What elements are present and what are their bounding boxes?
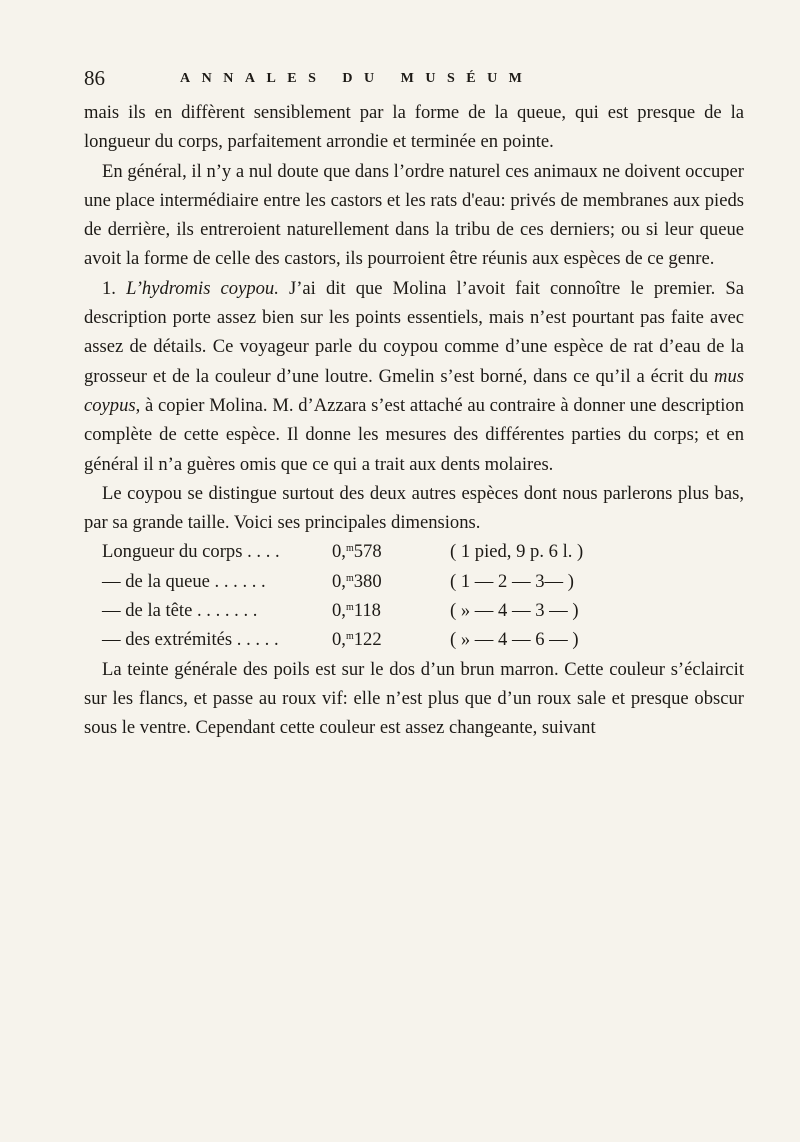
measurement-metric: 0,$^m$118 <box>332 600 381 622</box>
paragraph-4: Le coypou se distingue surtout des deux autres espèces dont nous parlerons plus bas, par sa grande taille. Voici ses principales dimensions. <box>84 482 744 534</box>
measurement-label: — des extrémités . . . . . <box>102 629 279 651</box>
paragraph-1: mais ils en diffèrent sensiblement par la forme de la queue, qui est presque de la longueur du corps, parfaitement arrondie et terminée en pointe. <box>84 102 744 153</box>
measurement-metric: 0,$^m$380 <box>332 570 382 592</box>
species-number: 1. <box>102 277 127 299</box>
paragraph-3-text-a: J’ai dit que Molina l’avoit fait connoître le premier. Sa description porte assez bien sur les points essentiels, mais n’est pourtant pas faite avec assez de détails. Ce voyageur parle du coypou comme d’une espèce de rat d’eau de la grosseur et de la couleur d’une loutre. Gmelin s’est borné, dans ce qu’il a écrit du <box>84 277 745 387</box>
measurement-old-units: ( » — 4 — 3 — ) <box>450 600 579 622</box>
species-latin-name: mus coypus <box>84 365 744 416</box>
measurement-row <box>84 596 744 625</box>
paragraph-2: En général, il n’y a nul doute que dans l’ordre naturel ces animaux ne doivent occuper une place intermédiaire entre les castors et les rats d'eau: privés de membranes aux pieds de derrière, ils entreroient naturellement dans la tribu de ces derniers; ou si leur queue avoit la forme de celle des castors, ils pourroient être réunis aux espèces de ce genre. <box>84 160 744 270</box>
species-title: L’hydromis coypou. <box>126 277 279 299</box>
page-number: 86 <box>84 66 105 90</box>
measurement-row <box>84 625 744 654</box>
running-head: ANNALES DU MUSÉUM <box>180 71 534 86</box>
paragraph-3 <box>84 274 744 479</box>
measurement-metric: 0,$^m$122 <box>332 629 382 651</box>
body-text <box>84 98 744 743</box>
page-header <box>84 66 744 94</box>
measurement-label: — de la tête . . . . . . . <box>102 600 258 622</box>
measurement-old-units: ( » — 4 — 6 — ) <box>450 629 579 651</box>
measurement-old-units: ( 1 pied, 9 p. 6 l. ) <box>450 541 584 563</box>
measurement-metric: 0,$^m$578 <box>332 541 382 563</box>
measurement-label: Longueur du corps . . . . <box>102 541 280 563</box>
measurement-row <box>84 567 744 596</box>
measurement-row <box>84 537 744 566</box>
measurement-old-units: ( 1 — 2 — 3— ) <box>450 570 574 592</box>
paragraph-3-text-b: , à copier Molina. M. d’Azzara s’est attaché au contraire à donner une description complète de cette espèce. Il donne les mesures des différentes parties du corps; et en général il n’a guères omis que ce qui a trait aux dents molaires. <box>84 394 744 475</box>
measurements-table <box>84 537 744 654</box>
paragraph-5: La teinte générale des poils est sur le dos d’un brun marron. Cette couleur s’éclaircit sur les flancs, et passe au roux vif: elle n’est plus que d’un roux sale et presque obscur sous le ventre. Cependant cette couleur est assez changeante, suivant <box>84 658 744 739</box>
measurement-label: — de la queue . . . . . . <box>102 570 266 592</box>
